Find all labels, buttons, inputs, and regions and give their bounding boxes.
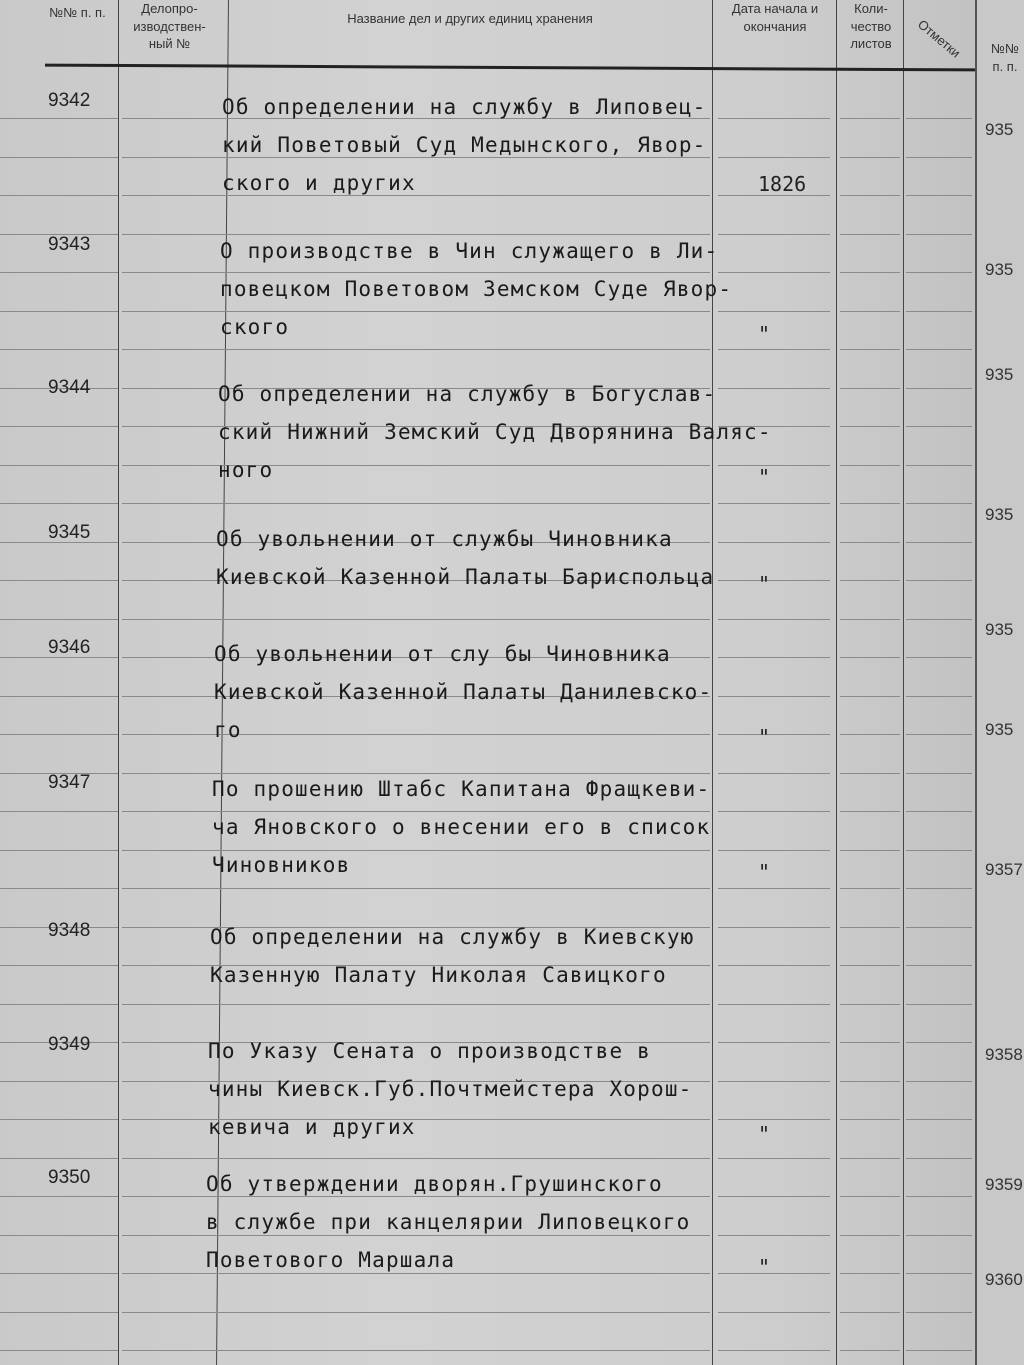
header-num: №№ п. п. (49, 5, 106, 20)
ruled-line (718, 1081, 830, 1082)
next-page-entry-number: 935 (985, 620, 1014, 639)
ruled-line (840, 696, 900, 697)
entry-title (218, 375, 772, 489)
entry-title-line: Об утверждении дворян.Грушинского (206, 1172, 663, 1196)
entry-title-line: Казенную Палату Николая Савицкого (210, 963, 667, 987)
ruled-line (840, 234, 900, 235)
entry-title-line: Об увольнении от слу бы Чиновника (214, 642, 671, 666)
ruled-line (906, 657, 972, 658)
ruled-line (0, 965, 118, 966)
ruled-line (906, 619, 972, 620)
entry-title-line: Киевской Казенной Палаты Бариспольца (216, 565, 715, 589)
ruled-line (840, 1119, 900, 1120)
entry-title (222, 88, 707, 202)
ruled-line (840, 388, 900, 389)
ruled-line (906, 349, 972, 350)
ruled-line (122, 888, 710, 889)
next-page-entry-number: 935 (985, 260, 1014, 279)
next-page-entry-number: 9360 (985, 1270, 1023, 1289)
entry-title-line: Об определении на службу в Липовец- (222, 95, 707, 119)
ruled-line (906, 311, 972, 312)
ruled-line (0, 1119, 118, 1120)
ruled-line (840, 1042, 900, 1043)
ruled-line (840, 657, 900, 658)
ruled-line (0, 580, 118, 581)
ruled-line (718, 850, 830, 851)
ruled-line (906, 1158, 972, 1159)
ruled-line (122, 349, 710, 350)
entry-title (216, 520, 714, 596)
next-page-entry-number: 9357 (985, 860, 1023, 879)
header-sheets: Коли-чество листов (850, 1, 892, 52)
column-divider (118, 0, 119, 1365)
entry-date: " (758, 572, 771, 596)
entry-number: 9344 (48, 377, 91, 398)
ruled-line (906, 927, 972, 928)
ruled-line (840, 503, 900, 504)
ruled-line (718, 1004, 830, 1005)
ruled-line (0, 888, 118, 889)
ruled-line (840, 1158, 900, 1159)
entry-title-line: Об определении на службу в Богуслав- (218, 382, 717, 406)
entry-number: 9342 (48, 90, 91, 111)
ruled-line (840, 1081, 900, 1082)
next-page-entry-number: 9359 (985, 1175, 1023, 1194)
ruled-line (718, 157, 830, 158)
ruled-line (718, 927, 830, 928)
entry-title-line: повецком Поветовом Земском Суде Явор- (220, 277, 733, 301)
ruled-line (906, 850, 972, 851)
ruled-line (718, 619, 830, 620)
ruled-line (718, 1235, 830, 1236)
entry-date: " (758, 860, 771, 884)
ruled-line (0, 850, 118, 851)
ruled-line (0, 272, 118, 273)
ruled-line (718, 773, 830, 774)
entry-title-line: ского и других (222, 171, 416, 195)
entry-title (208, 1032, 693, 1146)
ruled-line (906, 811, 972, 812)
ruled-line (718, 1196, 830, 1197)
ruled-line (122, 503, 710, 504)
ruled-line (840, 965, 900, 966)
entry-number: 9349 (48, 1034, 91, 1055)
entry-title-line: чины Киевск.Губ.Почтмейстера Хорош- (208, 1077, 693, 1101)
ruled-line (906, 272, 972, 273)
ruled-line (840, 426, 900, 427)
entry-date: " (758, 725, 771, 749)
ruled-line (718, 234, 830, 235)
entry-title-line: кий Поветовый Суд Медынского, Явор- (222, 133, 707, 157)
ruled-line (0, 157, 118, 158)
entry-number: 9346 (48, 637, 91, 658)
ruled-line (0, 1004, 118, 1005)
next-page-entry-number: 935 (985, 720, 1014, 739)
ruled-line (718, 349, 830, 350)
ruled-line (906, 1119, 972, 1120)
next-page-header: №№ п. п. (991, 41, 1019, 74)
ruled-line (840, 272, 900, 273)
ruled-line (718, 1158, 830, 1159)
ruled-line (718, 118, 830, 119)
ruled-line (840, 811, 900, 812)
ruled-line (840, 850, 900, 851)
entry-number: 9343 (48, 234, 91, 255)
header-dates: Дата начала и окончания (731, 1, 819, 34)
entry-title-line: кевича и других (208, 1115, 416, 1139)
ruled-line (840, 1273, 900, 1274)
entry-title-line: Чиновников (212, 853, 351, 877)
entry-title-line: ного (218, 458, 274, 482)
ruled-line (0, 696, 118, 697)
ruled-line (718, 965, 830, 966)
entry-number: 9347 (48, 772, 91, 793)
header-title: Название дел и других единиц хранения (347, 11, 593, 26)
ruled-line (840, 349, 900, 350)
entry-title (220, 232, 732, 346)
entry-date: " (758, 322, 771, 346)
ruled-line (0, 503, 118, 504)
entry-title-line: Об увольнении от службы Чиновника (216, 527, 673, 551)
ruled-line (906, 195, 972, 196)
ruled-line (906, 1196, 972, 1197)
entry-title-line: По Указу Сената о производстве в (208, 1039, 651, 1063)
entry-title-line: ского (220, 315, 290, 339)
next-page-entry-number: 935 (985, 365, 1014, 384)
entry-date: " (758, 1122, 771, 1146)
ruled-line (906, 118, 972, 119)
ruled-line (840, 1235, 900, 1236)
ruled-line (122, 1312, 710, 1313)
ruled-line (0, 734, 118, 735)
ruled-line (840, 1004, 900, 1005)
ruled-line (122, 1004, 710, 1005)
ruled-line (718, 1273, 830, 1274)
ruled-line (840, 734, 900, 735)
ruled-line (718, 580, 830, 581)
header-notes: Отметки (914, 16, 964, 61)
ruled-line (840, 1312, 900, 1313)
ruled-line (840, 773, 900, 774)
ruled-line (0, 465, 118, 466)
column-divider (903, 0, 904, 1365)
ruled-line (906, 426, 972, 427)
entry-number: 9348 (48, 920, 91, 941)
ruled-line (840, 927, 900, 928)
entry-title-line: Об определении на службу в Киевскую (210, 925, 695, 949)
next-page-edge (975, 0, 1024, 1365)
ruled-line (0, 1273, 118, 1274)
entry-date: " (758, 1255, 771, 1279)
entry-title (214, 635, 712, 749)
ruled-line (122, 1158, 710, 1159)
entry-number: 9345 (48, 522, 91, 543)
entry-title (212, 770, 710, 884)
column-divider (836, 0, 837, 1365)
entry-title-line: го (214, 718, 242, 742)
ruled-line (718, 1119, 830, 1120)
ruled-line (0, 811, 118, 812)
entry-date: 1826 (758, 172, 807, 196)
ruled-line (906, 1273, 972, 1274)
entry-date: " (758, 465, 771, 489)
entry-title-line: По прошению Штабс Капитана Фращкеви- (212, 777, 711, 801)
ruled-line (906, 888, 972, 889)
ruled-line (718, 657, 830, 658)
ruled-line (906, 734, 972, 735)
ruled-line (906, 965, 972, 966)
ruled-line (718, 888, 830, 889)
ruled-line (0, 195, 118, 196)
ruled-line (906, 1235, 972, 1236)
ruled-line (718, 503, 830, 504)
ruled-line (718, 272, 830, 273)
entry-title-line: ча Яновского о внесении его в список (212, 815, 711, 839)
ruled-line (840, 1196, 900, 1197)
ruled-line (906, 234, 972, 235)
header-office-num: Делопро-изводствен-ный № (133, 1, 206, 52)
ruled-line (906, 1081, 972, 1082)
ruled-line (906, 1312, 972, 1313)
ruled-line (840, 465, 900, 466)
entry-title-line: в службе при канцелярии Липовецкого (206, 1210, 691, 1234)
ruled-line (840, 157, 900, 158)
ruled-line (122, 1350, 710, 1351)
ruled-line (906, 1350, 972, 1351)
ruled-line (906, 773, 972, 774)
ruled-line (840, 888, 900, 889)
ruled-line (840, 619, 900, 620)
ruled-line (840, 118, 900, 119)
ruled-line (718, 696, 830, 697)
ruled-line (906, 503, 972, 504)
ruled-line (0, 1235, 118, 1236)
ruled-line (906, 580, 972, 581)
ruled-line (840, 195, 900, 196)
entry-title (206, 1165, 691, 1279)
ruled-line (718, 734, 830, 735)
ruled-line (0, 1196, 118, 1197)
entry-title (210, 918, 695, 994)
next-page-entry-number: 9358 (985, 1045, 1023, 1064)
ruled-line (0, 1158, 118, 1159)
ruled-line (906, 388, 972, 389)
entry-number: 9350 (48, 1167, 91, 1188)
ruled-line (718, 1350, 830, 1351)
ruled-line (0, 311, 118, 312)
ruled-line (840, 1350, 900, 1351)
ruled-line (718, 1042, 830, 1043)
next-page-entry-number: 935 (985, 120, 1014, 139)
ruled-line (906, 696, 972, 697)
ruled-line (0, 1081, 118, 1082)
ruled-line (906, 1042, 972, 1043)
entry-title-line: Поветового Маршала (206, 1248, 456, 1272)
ruled-line (0, 1350, 118, 1351)
ruled-line (718, 811, 830, 812)
ruled-line (906, 1004, 972, 1005)
ruled-line (0, 118, 118, 119)
entry-title-line: Киевской Казенной Палаты Данилевско- (214, 680, 713, 704)
ruled-line (718, 542, 830, 543)
ruled-line (0, 349, 118, 350)
ruled-line (840, 580, 900, 581)
next-page-entry-number: 935 (985, 505, 1014, 524)
ruled-line (122, 619, 710, 620)
ruled-line (0, 619, 118, 620)
ruled-line (840, 311, 900, 312)
ruled-line (0, 1312, 118, 1313)
ruled-line (906, 465, 972, 466)
ruled-line (0, 426, 118, 427)
ruled-line (906, 157, 972, 158)
ruled-line (718, 311, 830, 312)
ruled-line (840, 542, 900, 543)
entry-title-line: ский Нижний Земский Суд Дворянина Валяс- (218, 420, 772, 444)
entry-title-line: О производстве в Чин служащего в Ли- (220, 239, 719, 263)
ruled-line (906, 542, 972, 543)
ruled-line (718, 1312, 830, 1313)
